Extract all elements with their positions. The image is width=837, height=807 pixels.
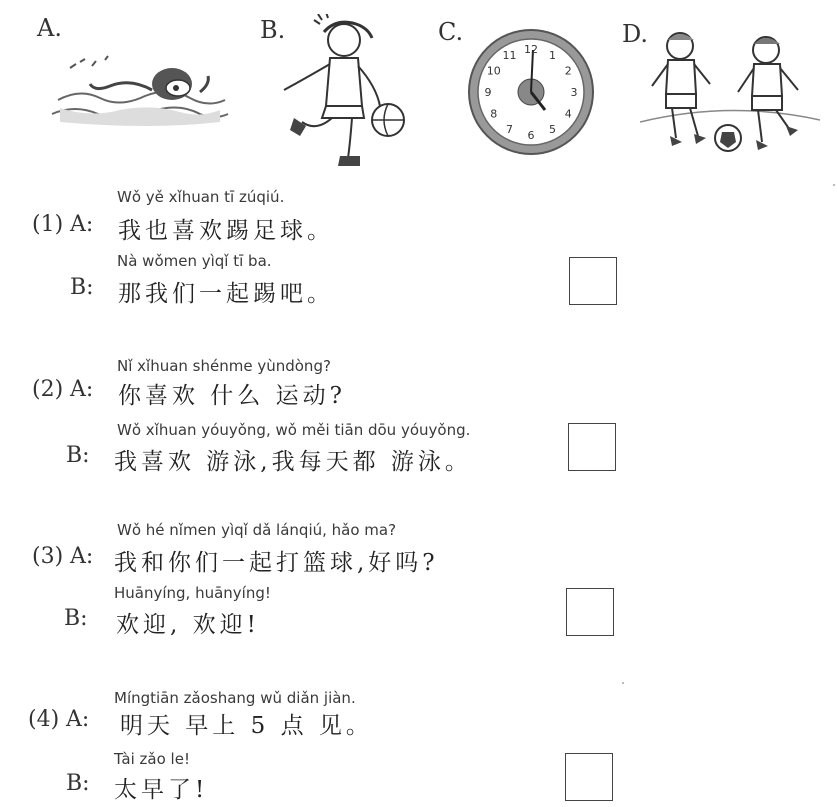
q2-b-speaker: B: — [66, 443, 90, 468]
option-letter-b: B. — [260, 16, 286, 44]
basketball-girl-icon — [276, 14, 412, 170]
scan-speck — [622, 682, 624, 684]
clock-numeral: 8 — [490, 107, 498, 121]
q3-a-pinyin: Wǒ hé nǐmen yìqǐ dǎ lánqiú, hǎo ma? — [117, 521, 397, 539]
option-letter-c: C. — [438, 18, 464, 46]
q3-a-hanzi: 我和你们一起打篮球,好吗? — [114, 550, 439, 576]
q2-a-speaker: A: — [70, 377, 94, 402]
q4-answer-box[interactable] — [565, 753, 613, 801]
clock-numeral: 4 — [564, 107, 572, 121]
q4-number: (4) — [28, 707, 60, 732]
q1-a-hanzi: 我也喜欢踢足球。 — [118, 218, 334, 244]
clock-numeral: 12 — [524, 43, 538, 56]
clock-numeral: 7 — [506, 123, 513, 137]
q2-b-hanzi: 我喜欢 游泳,我每天都 游泳。 — [114, 449, 472, 475]
clock-numeral: 5 — [549, 123, 556, 137]
clock-numeral: 6 — [527, 129, 535, 142]
q1-b-hanzi: 那我们一起踢吧。 — [118, 281, 334, 307]
clock-numeral: 10 — [486, 64, 501, 78]
q1-b-pinyin: Nà wǒmen yìqǐ tī ba. — [117, 252, 272, 270]
q3-number: (3) — [32, 544, 64, 569]
clock-numeral: 2 — [564, 64, 572, 78]
option-letter-d: D. — [622, 20, 649, 48]
q1-a-speaker: A: — [70, 212, 94, 237]
q1-number: (1) — [32, 212, 64, 237]
q2-b-pinyin: Wǒ xǐhuan yóuyǒng, wǒ měi tiān dōu yóuyǒng. — [117, 421, 471, 439]
q4-a-speaker: A: — [66, 707, 90, 732]
q4-a-pinyin: Míngtiān zǎoshang wǔ diǎn jiàn. — [114, 689, 356, 707]
clock-numeral: 11 — [502, 48, 517, 62]
clock-numeral: 1 — [549, 48, 556, 62]
q1-a-pinyin: Wǒ yě xǐhuan tī zúqiú. — [117, 188, 285, 206]
q4-b-pinyin: Tài zǎo le! — [114, 750, 190, 768]
swimmer-icon — [50, 48, 230, 130]
q3-b-pinyin: Huānyíng, huānyíng! — [114, 584, 271, 602]
q3-b-speaker: B: — [64, 606, 88, 631]
clock-icon — [467, 28, 595, 156]
clock-numeral: 3 — [570, 86, 578, 99]
scan-speck — [833, 184, 835, 186]
q1-answer-box[interactable] — [569, 257, 617, 305]
option-letter-a: A. — [37, 14, 62, 42]
q3-b-hanzi: 欢迎, 欢迎! — [116, 612, 260, 638]
q3-a-speaker: A: — [70, 544, 94, 569]
q2-answer-box[interactable] — [568, 423, 616, 471]
q2-a-pinyin: Nǐ xǐhuan shénme yùndòng? — [117, 357, 331, 375]
q3-answer-box[interactable] — [566, 588, 614, 636]
q4-a-hanzi: 明天 早上 5 点 见。 — [120, 713, 373, 739]
soccer-boys-icon — [640, 30, 820, 154]
q4-b-speaker: B: — [66, 771, 90, 796]
q4-b-hanzi: 太早了! — [114, 777, 209, 803]
q1-b-speaker: B: — [70, 275, 94, 300]
q2-number: (2) — [32, 377, 64, 402]
clock-numeral: 9 — [484, 86, 492, 99]
q2-a-hanzi: 你喜欢 什么 运动? — [118, 383, 346, 409]
